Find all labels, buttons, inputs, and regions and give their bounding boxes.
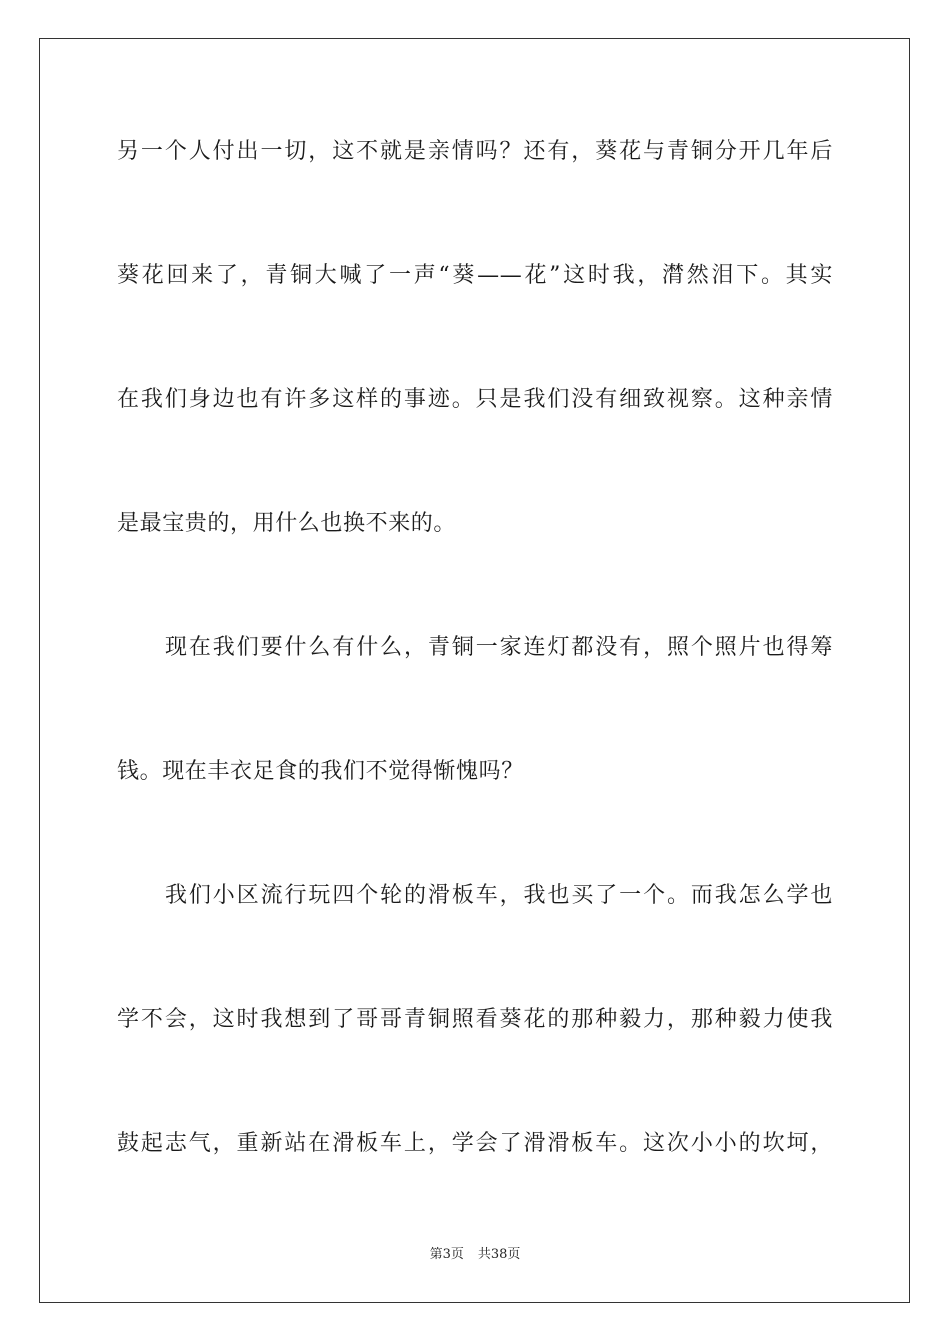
paragraph-line: 鼓起志气，重新站在滑板车上，学会了滑滑板车。这次小小的坎坷， <box>117 1131 833 1156</box>
paragraph-line: 另一个人付出一切，这不就是亲情吗？还有，葵花与青铜分开几年后 <box>117 139 833 164</box>
paragraph-line: 我们小区流行玩四个轮的滑板车，我也买了一个。而我怎么学也 <box>165 883 833 908</box>
paragraph-line: 学不会，这时我想到了哥哥青铜照看葵花的那种毅力，那种毅力使我 <box>117 1007 833 1032</box>
page-footer <box>0 1246 950 1264</box>
paragraph-line: 钱。现在丰衣足食的我们不觉得惭愧吗？ <box>117 759 524 784</box>
paragraph-line: 在我们身边也有许多这样的事迹。只是我们没有细致视察。这种亲情 <box>117 387 833 412</box>
paragraph-line: 葵花回来了，青铜大喊了一声“葵——花”这时我，潸然泪下。其实 <box>117 263 833 288</box>
page-total: 共38页 <box>477 1247 521 1262</box>
paragraph-line: 现在我们要什么有什么，青铜一家连灯都没有，照个照片也得筹 <box>165 635 833 660</box>
page-border <box>39 38 910 1303</box>
page-number: 第3页 <box>429 1247 464 1262</box>
paragraph-line: 是最宝贵的，用什么也换不来的。 <box>117 511 457 536</box>
